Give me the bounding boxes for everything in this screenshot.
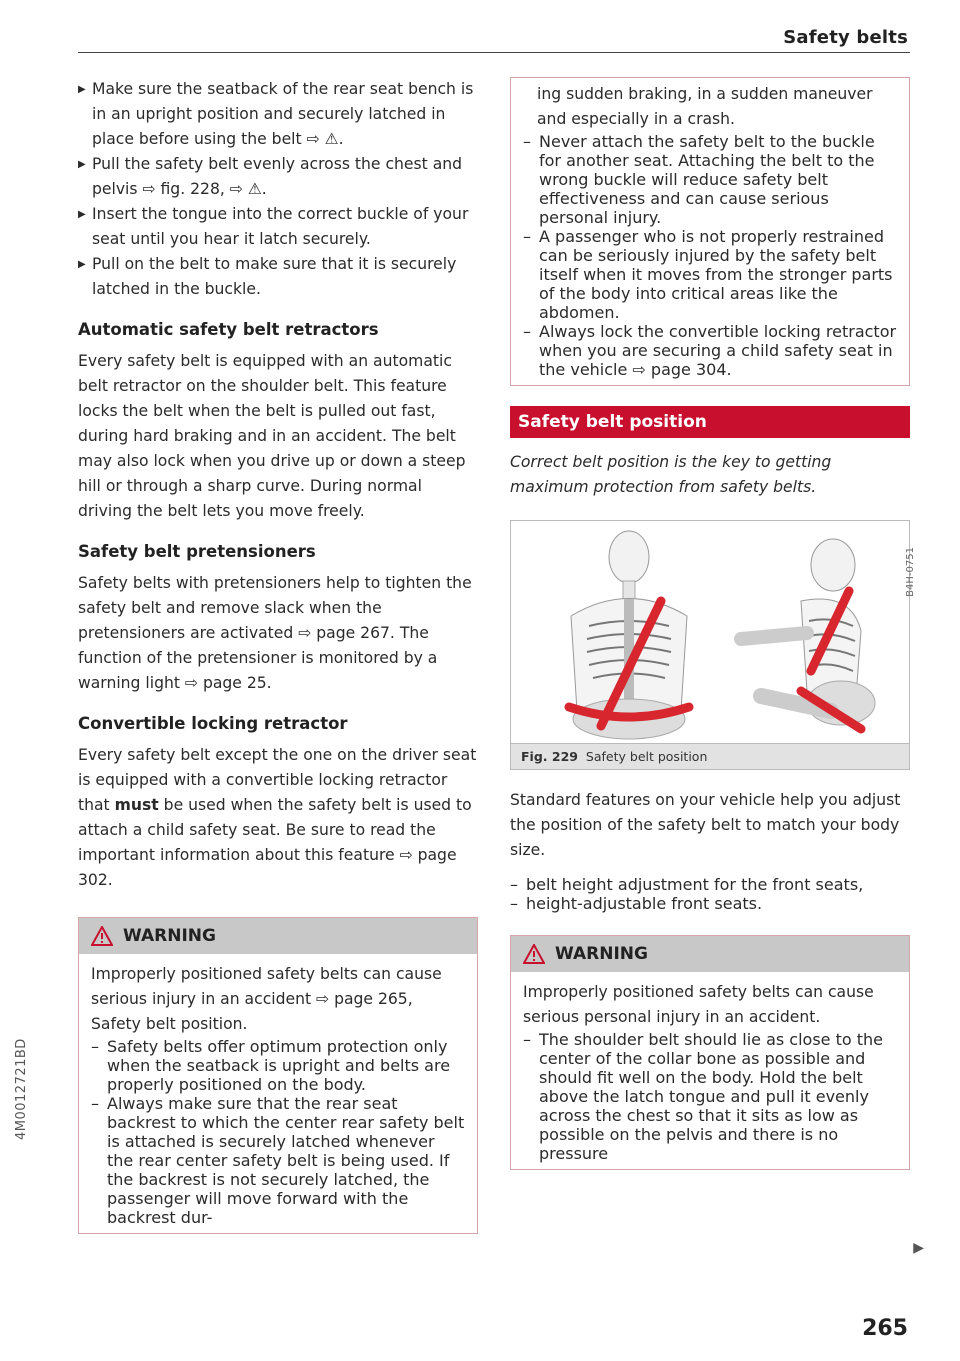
header-rule [78, 52, 910, 53]
right-column [510, 77, 916, 1170]
instruction-item: ▶ Pull the safety belt evenly across the chest and pelvis ⇨ fig. 228, ⇨ ⚠. [78, 152, 478, 202]
section-banner: Safety belt position [510, 406, 910, 438]
warning-continuation [510, 77, 910, 386]
warning-item: – Always make sure that the rear seat backrest to which the center rear safety belt is attached is securely latched whenever the rear center safety belt is being used. If the backrest is not securely latched, the passenger will move forward with the backrest dur- [91, 1094, 465, 1227]
warning-header: WARNING [511, 936, 909, 972]
figure-code: B4H-0751 [905, 547, 916, 597]
figure-safety-belt-position [510, 520, 916, 744]
warning-triangle-icon [91, 926, 113, 946]
paragraph-retractors: Every safety belt is equipped with an automatic belt retractor on the shoulder belt. This feature locks the belt when the belt is pulled out fast, during hard braking and in an accident. The belt may also lock when you drive up or down a steep hill or through a sharp curve. During normal driving the belt lets you move freely. [78, 352, 466, 520]
paragraph-standard: Standard features on your vehicle help you adjust the position of the safety belt to match your body size. [510, 791, 901, 859]
warning-item: – Safety belts offer optimum protection only when the seatback is upright and belts are properly positioned on the body. [91, 1037, 451, 1094]
lead-paragraph: Correct belt position is the key to getting maximum protection from safety belts. [510, 453, 832, 496]
heading-retractors: Automatic safety belt retractors [78, 320, 379, 339]
warning-box [78, 917, 478, 1234]
warning-header: WARNING [79, 918, 477, 954]
feature-item: – height-adjustable front seats. [510, 894, 763, 913]
instruction-item: ▶ Make sure the seatback of the rear seat bench is in an upright position and securely latched in place before using the belt ⇨ ⚠. [78, 77, 478, 152]
heading-convertible: Convertible locking retractor [78, 714, 348, 733]
warning-item: – Always lock the convertible locking retractor when you are securing a child safety seat in the vehicle ⇨ page 304. [523, 322, 897, 379]
document-code: 4M0012721BD [14, 1038, 29, 1140]
warning-cont-line: ing sudden braking, in a sudden maneuver and especially in a crash. [537, 85, 873, 128]
warning-item: – A passenger who is not properly restrained can be seriously injured by the safety belt itself when it moves from the stronger parts of the body into critical areas like the abdomen. [523, 227, 893, 322]
left-column [78, 77, 478, 1234]
warning-item: – The shoulder belt should lie as close to the center of the collar bone as possible and should fit well on the body. Hold the belt above the latch tongue and pull it evenly across the chest so that it sits as low as possible on the pelvis and there is no pressure [523, 1030, 884, 1163]
heading-pretensioners: Safety belt pretensioners [78, 542, 316, 561]
instruction-item: ▶ Insert the tongue into the correct buckle of your seat until you hear it latch securely. [78, 202, 478, 252]
figure-caption: Fig. 229 Safety belt position [510, 744, 910, 770]
warning-item: – Never attach the safety belt to the buckle for another seat. Attaching the belt to the wrong buckle will reduce safety belt effectiveness and can cause serious personal injury. [523, 132, 875, 227]
feature-list [510, 875, 910, 913]
section-header: Safety belts [783, 27, 908, 48]
paragraph-convertible: Every safety belt except the one on the driver seat is equipped with a convertible locking retractor that must be used when the safety belt is used to attach a child safety seat. Be sure to read the important information about this feature ⇨ page 302. [78, 746, 477, 889]
side-view-figure [741, 539, 875, 729]
triangle-bullet-icon: ▶ [78, 84, 86, 95]
rear-view-figure [569, 531, 689, 739]
continue-arrow-icon: ▶ [913, 1240, 924, 1256]
page-number: 265 [862, 1316, 908, 1341]
warning-box-2 [510, 935, 910, 1170]
instruction-item: ▶ Pull on the belt to make sure that it is securely latched in the buckle. [78, 252, 478, 302]
warning-body [79, 954, 477, 1233]
warning-body [511, 972, 909, 1169]
triangle-bullet-icon: ▶ [78, 159, 86, 170]
feature-item: – belt height adjustment for the front seats, [510, 875, 864, 894]
paragraph-pretensioners: Safety belts with pretensioners help to tighten the safety belt and remove slack when the pretensioners are activated ⇨ page 267. The function of the pretensioner is monitored by a warning light ⇨ page 25. [78, 574, 472, 692]
warning-intro: Improperly positioned safety belts can cause serious personal injury in an accident. [523, 983, 874, 1026]
belt-position-illustration [511, 521, 909, 743]
triangle-bullet-icon: ▶ [78, 209, 86, 220]
triangle-bullet-icon: ▶ [78, 259, 86, 270]
warning-triangle-icon [523, 944, 545, 964]
warning-intro: Improperly positioned safety belts can cause serious injury in an accident ⇨ page 265, Safety belt position. [91, 965, 442, 1033]
